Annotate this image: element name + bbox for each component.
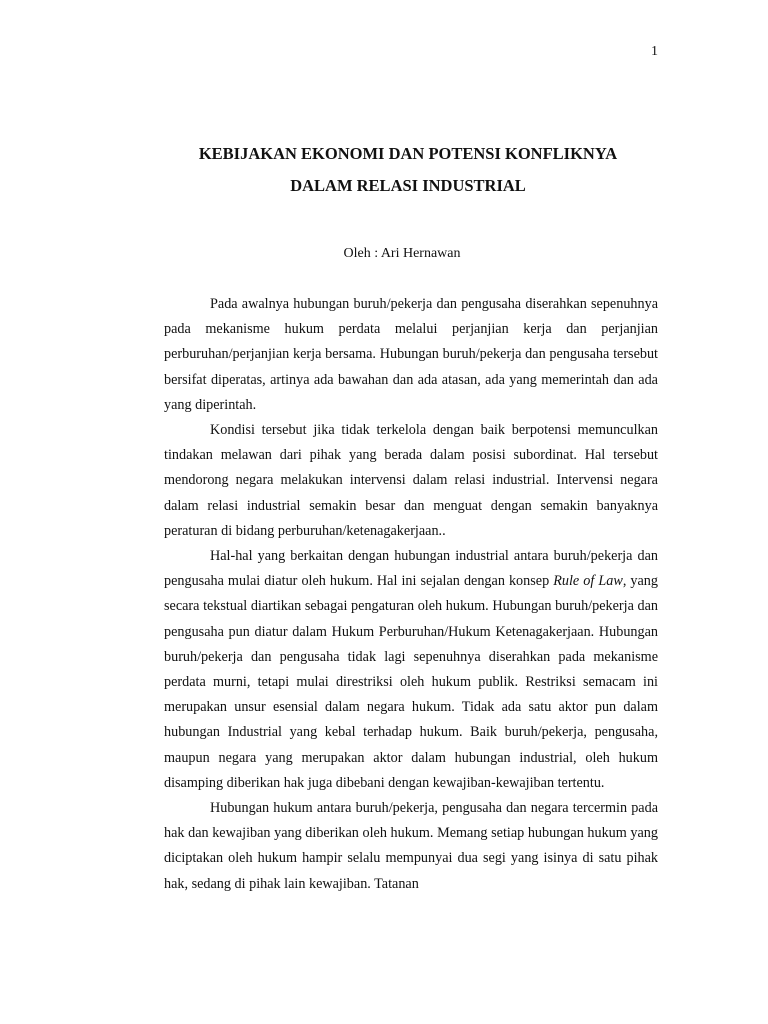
title-line-2: DALAM RELASI INDUSTRIAL	[290, 176, 526, 195]
rule-of-law-emphasis: Rule of Law	[553, 573, 623, 590]
paragraph-3-text-after: , yang secara tekstual diartikan sebagai pengaturan oleh hukum. Hubungan buruh/pekerja dan pengusaha pun diatur dalam Hukum Perburuhan/Hukum Ketenagakerjaan. Hubungan buruh/pekerja dan pengusaha tidak lagi sepenuhnya diserahkan pada mekanisme perdata murni, tetapi mulai direstriksi oleh hukum publik. Restriksi semacam ini merupakan unsur esensial dalam negara hukum. Tidak ada satu aktor pun dalam hubungan Industrial yang kebal terhadap hukum. Baik buruh/pekerja, pengusaha, maupun negara yang merupakan aktor dalam hubungan industrial, oleh hukum disamping diberikan hak juga dibebani dengan kewajiban-kewajiban tertentu.	[164, 573, 658, 791]
paragraph-1: Pada awalnya hubungan buruh/pekerja dan pengusaha diserahkan sepenuhnya pada mekanisme hukum perdata melalui perjanjian kerja dan perjanjian perburuhan/perjanjian kerja bersama. Hubungan buruh/pekerja dan pengusaha tersebut bersifat diperatas, artinya ada bawahan dan ada atasan, ada yang memerintah dan ada yang diperintah.	[164, 296, 658, 413]
paragraph-4: Hubungan hukum antara buruh/pekerja, pengusaha dan negara tercermin pada hak dan kewajiban yang diberikan oleh hukum. Memang setiap hubungan hukum yang diciptakan oleh hukum hampir selalu mempunyai dua segi yang isinya di satu pihak hak, sedang di pihak lain kewajiban. Tatanan	[164, 800, 658, 892]
document-title	[160, 138, 656, 202]
author-line: Oleh : Ari Hernawan	[343, 246, 461, 261]
body-text	[164, 292, 658, 897]
page-number: 1	[651, 44, 658, 59]
paragraph-2: Kondisi tersebut jika tidak terkelola dengan baik berpotensi memunculkan tindakan melawan dari pihak yang berada dalam posisi subordinat. Hal tersebut mendorong negara melakukan intervensi dalam relasi industrial. Intervensi negara dalam relasi industrial semakin besar dan menguat dengan semakin banyaknya peraturan di bidang perburuhan/ketenagakerjaan..	[164, 422, 658, 539]
title-line-1: KEBIJAKAN EKONOMI DAN POTENSI KONFLIKNYA	[198, 144, 618, 163]
paragraph-3	[164, 544, 658, 796]
paragraph-3-text-before: Hal-hal yang berkaitan dengan hubungan industrial antara buruh/pekerja dan pengusaha mulai diatur oleh hukum. Hal ini sejalan dengan konsep	[164, 548, 658, 590]
